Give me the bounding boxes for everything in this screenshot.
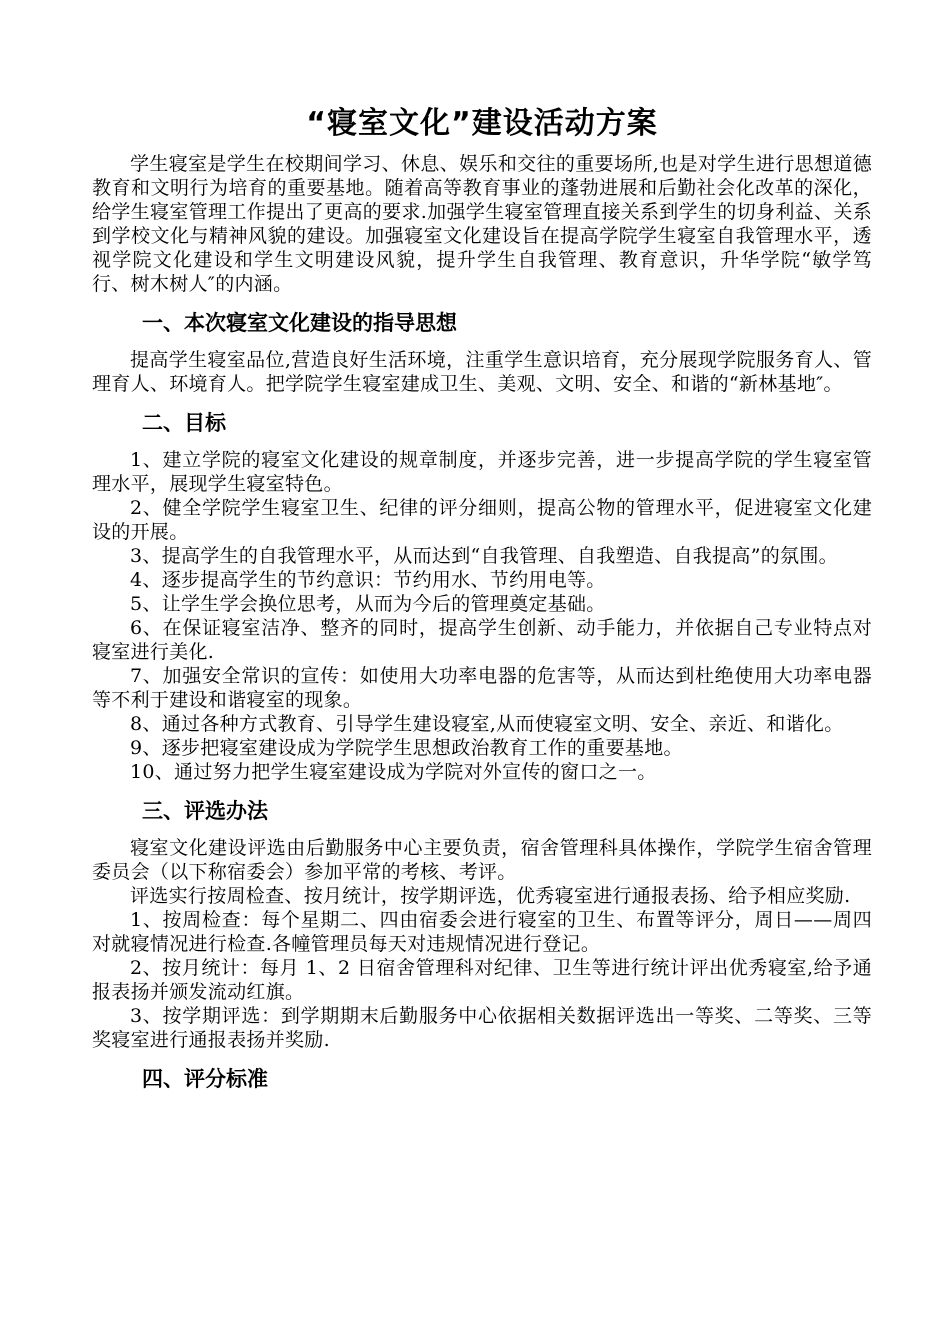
goal-item: 3、提高学生的自我管理水平，从而达到“自我管理、自我塑造、自我提高”的氛围。 — [130, 545, 838, 567]
section-heading-guiding-ideology: 一、本次寝室文化建设的指导思想 — [142, 311, 457, 335]
goal-item: 10、通过努力把学生寝室建设成为学院对外宣传的窗口之一。 — [130, 761, 657, 783]
goal-item: 4、逐步提高学生的节约意识：节约用水、节约用电等。 — [130, 569, 606, 591]
goal-item: 8、通过各种方式教育、引导学生建设寝室,从而使寝室文明、安全、亲近、和谐化。 — [130, 713, 844, 735]
goal-item: 6、在保证寝室洁净、整齐的同时，提高学生创新、动手能力，并依据自己专业特点对寝室进行美化. — [92, 617, 872, 663]
section-heading-selection-method: 三、评选办法 — [142, 799, 268, 823]
intro-paragraph: 学生寝室是学生在校期间学习、休息、娱乐和交往的重要场所,也是对学生进行思想道德教育和文明行为培育的重要基地。随着高等教育事业的蓬勃进展和后勤社会化改革的深化，给学生寝室管理工作提出了更高的要求.加强学生寝室管理直接关系到学生的切身利益、关系到学校文化与精神风貌的建设。加强寝室文化建设旨在提高学院学生寝室自我管理水平，透视学院文化建设和学生文明建设风貌，提升学生自我管理、教育意识，升华学院“敏学笃行、树木树人″的内涵。 — [92, 153, 872, 295]
selection-paragraph: 2、按月统计：每月 1、2 日宿舍管理科对纪律、卫生等进行统计评出优秀寝室,给予通报表扬并颁发流动红旗。 — [92, 957, 872, 1003]
goal-item: 9、逐步把寝室建设成为学院学生思想政治教育工作的重要基地。 — [130, 737, 683, 759]
goal-item: 7、加强安全常识的宣传：如使用大功率电器的危害等，从而达到杜绝使用大功率电器等不利于建设和谐寝室的现象。 — [92, 665, 872, 711]
section-heading-goals: 二、目标 — [142, 411, 226, 435]
document-title: “寝室文化”建设活动方案 — [306, 106, 658, 141]
goal-item: 5、让学生学会换位思考，从而为今后的管理奠定基础。 — [130, 593, 606, 615]
selection-paragraph: 3、按学期评选：到学期期末后勤服务中心依据相关数据评选出一等奖、二等奖、三等奖寝室进行通报表扬并奖励. — [92, 1005, 872, 1051]
section-1-paragraph: 提高学生寝室品位,营造良好生活环境，注重学生意识培育，充分展现学院服务育人、管理育人、环境育人。把学院学生寝室建成卫生、美观、文明、安全、和谐的“新林基地″。 — [92, 349, 872, 395]
section-heading-scoring-standard: 四、评分标准 — [142, 1067, 268, 1091]
selection-paragraph: 寝室文化建设评选由后勤服务中心主要负责，宿舍管理科具体操作，学院学生宿舍管理委员会（以下称宿委会）参加平常的考核、考评。 — [92, 837, 872, 883]
goal-item: 2、健全学院学生寝室卫生、纪律的评分细则，提高公物的管理水平，促进寝室文化建设的开展。 — [92, 497, 872, 543]
selection-paragraph: 评选实行按周检查、按月统计，按学期评选，优秀寝室进行通报表扬、给予相应奖励. — [130, 885, 851, 907]
selection-paragraph: 1、按周检查：每个星期二、四由宿委会进行寝室的卫生、布置等评分，周日——周四对就寝情况进行检查.各幢管理员每天对违规情况进行登记。 — [92, 909, 872, 955]
goal-item: 1、建立学院的寝室文化建设的规章制度，并逐步完善，进一步提高学院的学生寝室管理水平，展现学生寝室特色。 — [92, 449, 872, 495]
document-page — [92, 100, 872, 1104]
